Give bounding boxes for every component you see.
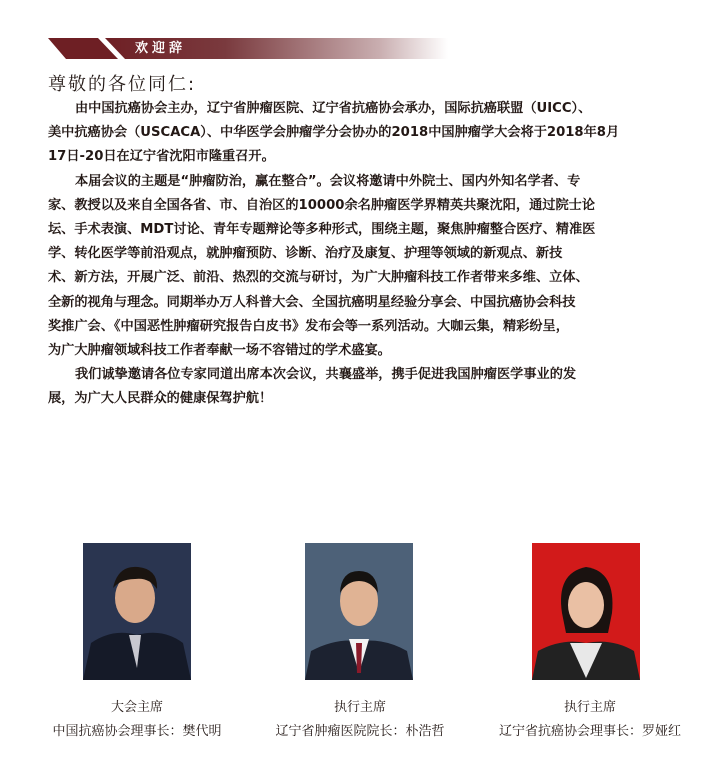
text-line: 术、新方法，开展广泛、前沿、热烈的交流与研讨，为广大肿瘤科技工作者带来多维、立体、 [48, 270, 589, 286]
text-line: 全新的视角与理念。同期举办万人科普大会、全国抗癌明星经验分享会、中国抗癌协会科技 [48, 294, 576, 310]
paragraph-1 [48, 97, 708, 170]
letter-body [48, 97, 708, 412]
text-line: 我们诚挚邀请各位专家同道出席本次会议，共襄盛举，携手促进我国肿瘤医学事业的发 [75, 367, 577, 383]
text-line: 奖推广会、《中国恶性肿瘤研究报告白皮书》发布会等一系列活动。大咖云集，精彩纷呈， [48, 318, 569, 334]
greeting: 尊敬的各位同仁: [48, 74, 197, 95]
person-role: 大会主席 [110, 700, 163, 715]
text-line: 为广大肿瘤领域科技工作者奉献一场不容错过的学术盛宴。 [48, 343, 391, 359]
text-line: 坛、手术表演、MDT讨论、青年专题辩论等多种形式，围绕主题，聚焦肿瘤整合医疗、精准医 [48, 222, 596, 238]
person-title: 辽宁省肿瘤医院院长：朴浩哲 [275, 724, 445, 739]
text-line: 由中国抗癌协会主办，辽宁省肿瘤医院、辽宁省抗癌协会承办，国际抗癌联盟（UICC）、 [75, 101, 592, 116]
person-title: 辽宁省抗癌协会理事长：罗娅红 [498, 724, 681, 739]
text-line: 美中抗癌协会（USCACA）、中华医学会肿瘤学分会协办的2018中国肿瘤学大会将于2018年8月 [48, 125, 620, 141]
text-line: 家、教授以及来自全国各省、市、自治区的10000余名肿瘤医学界精英共聚沈阳，通过院士论 [48, 197, 596, 213]
text-line: 学、转化医学等前沿观点，就肿瘤预防、诊断、治疗及康复、护理等领域的新观点、新技 [48, 246, 563, 262]
text-line: 17日-20日在辽宁省沈阳市隆重召开。 [48, 149, 275, 165]
person-caption [250, 696, 470, 744]
portrait-photo [305, 543, 413, 680]
person-role: 执行主席 [563, 700, 616, 715]
person-title: 中国抗癌协会理事长：樊代明 [52, 724, 222, 739]
person-role: 执行主席 [333, 700, 386, 715]
person-caption [480, 696, 700, 744]
portrait-photo [532, 543, 640, 680]
text-line: 本届会议的主题是“肿瘤防治，赢在整合”。会议将邀请中外院士、国内外知名学者、专 [75, 173, 581, 189]
portrait-photo [83, 543, 191, 680]
person-caption [27, 696, 247, 744]
section-title: 欢迎辞 [135, 41, 187, 56]
text-line: 展，为广大人民群众的健康保驾护航！ [48, 391, 273, 407]
paragraph-3 [48, 363, 708, 411]
paragraph-2 [48, 170, 708, 364]
section-banner [48, 38, 448, 59]
